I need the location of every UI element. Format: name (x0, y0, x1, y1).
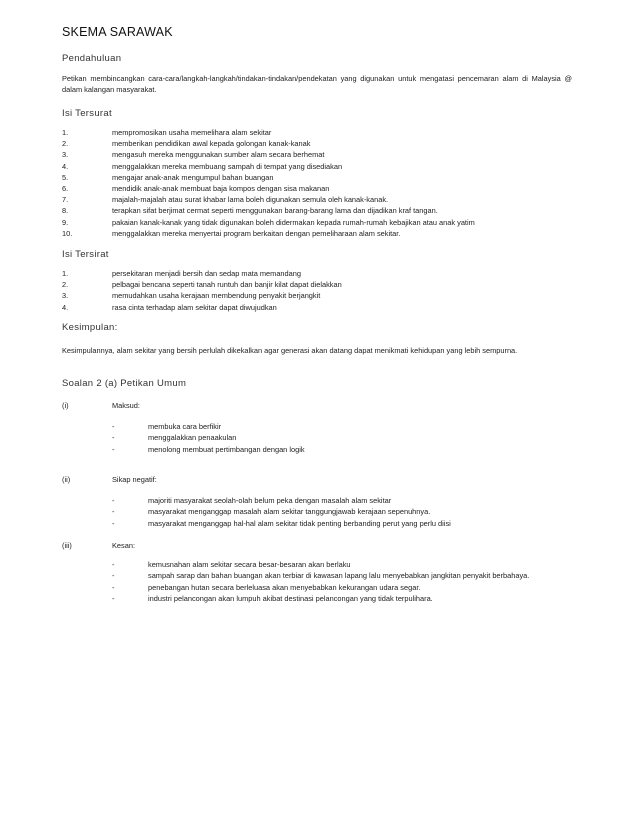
dash-bullet: - (112, 422, 115, 431)
item-text: kemusnahan alam sekitar secara besar-besaran akan berlaku (148, 560, 351, 569)
list-item (112, 559, 582, 570)
item-number: 9. (62, 217, 69, 227)
item-number: 5. (62, 172, 69, 182)
section-ii-row (62, 475, 157, 484)
list-item (62, 290, 582, 301)
item-text: mendidik anak-anak membuat baja kompos dengan sisa makanan (112, 184, 330, 194)
isi-tersirat-list (62, 268, 582, 313)
item-number: 1. (62, 128, 69, 137)
dash-bullet: - (112, 582, 115, 592)
dash-bullet: - (112, 571, 115, 581)
list-item (112, 432, 582, 443)
pendahuluan-heading: Pendahuluan (62, 53, 122, 64)
list-item (62, 183, 582, 194)
list-item (62, 149, 582, 160)
item-number: 4. (62, 302, 69, 312)
item-number: 2. (62, 280, 69, 290)
item-number: 2. (62, 139, 69, 149)
list-item (62, 205, 582, 216)
list-item (112, 570, 582, 581)
item-text: mempromosikan usaha memelihara alam sekitar (112, 128, 272, 137)
item-text: pakaian kanak-kanak yang tidak digunakan boleh didermakan kepada rumah-rumah kebajikan atau anak yatim (112, 217, 475, 227)
section-iii-row (62, 541, 135, 550)
item-number: 3. (62, 150, 69, 160)
list-item (62, 228, 582, 239)
item-text: majalah-majalah atau surat khabar lama boleh digunakan semula oleh kanak-kanak. (112, 195, 389, 205)
kesimpulan-text: Kesimpulannya, alam sekitar yang bersih perlulah dikekalkan agar generasi akan datang dapat menikmati kehidupan yang lebih sempurna. (62, 346, 518, 355)
list-item (62, 127, 582, 138)
item-text: rasa cinta terhadap alam sekitar dapat diwujudkan (112, 302, 277, 312)
list-item (112, 444, 582, 455)
item-number: 7. (62, 195, 69, 205)
list-item (112, 582, 582, 593)
item-text: mengajar anak-anak mengumpul bahan buangan (112, 172, 274, 182)
dash-bullet: - (112, 496, 115, 505)
list-item (62, 161, 582, 172)
list-item (62, 217, 582, 228)
dash-bullet: - (112, 507, 115, 517)
list-item (112, 506, 582, 517)
document-title: SKEMA SARAWAK (62, 25, 173, 39)
kesan-list (112, 559, 582, 604)
list-item (62, 279, 582, 290)
item-text: membuka cara berfikir (148, 422, 222, 431)
list-item (62, 138, 582, 149)
list-item (62, 302, 582, 313)
dash-bullet: - (112, 518, 115, 528)
item-number: 8. (62, 206, 69, 216)
item-text: menggalakkan mereka membuang sampah di tempat yang disediakan (112, 161, 343, 171)
section-label: Maksud: (112, 401, 140, 410)
item-number: 1. (62, 269, 69, 278)
section-number: (i) (62, 401, 69, 410)
section-label: Sikap negatif: (112, 475, 157, 484)
kesimpulan-heading: Kesimpulan: (62, 322, 118, 333)
pendahuluan-text: Petikan membincangkan cara-cara/langkah-langkah/tindakan-tindakan/pendekatan yang digunakan untuk mengatasi pencemaran alam di Malaysia @ dalam kalangan masyarakat. (62, 74, 572, 94)
item-number: 10. (62, 228, 73, 238)
item-number: 3. (62, 291, 69, 301)
item-text: persekitaran menjadi bersih dan sedap mata memandang (112, 269, 301, 278)
dash-bullet: - (112, 560, 115, 569)
list-item (62, 268, 582, 279)
item-text: penebangan hutan secara berleluasa akan menyebabkan kekurangan udara segar. (148, 582, 421, 592)
section-i-row (62, 401, 140, 410)
isi-tersurat-heading: Isi Tersurat (62, 108, 112, 119)
dash-bullet: - (112, 593, 115, 603)
dash-bullet: - (112, 433, 115, 443)
section-number: (iii) (62, 541, 72, 550)
list-item (112, 421, 582, 432)
item-text: memberikan pendidikan awal kepada golongan kanak-kanak (112, 139, 311, 149)
list-item (62, 172, 582, 183)
item-number: 6. (62, 184, 69, 194)
isi-tersirat-heading: Isi Tersirat (62, 249, 109, 260)
maksud-list (112, 421, 582, 455)
item-text: menggalakkan mereka menyertai program berkaitan dengan pemeliharaan alam sekitar. (112, 228, 401, 238)
item-text: memudahkan usaha kerajaan membendung penyakit berjangkit (112, 291, 321, 301)
item-text: masyarakat menganggap hal-hal alam sekitar tidak penting berbanding perut yang perlu diisi (148, 518, 451, 528)
item-text: sampah sarap dan bahan buangan akan terbiar di kawasan lapang lalu menyebabkan jangkitan penyakit berbahaya. (148, 571, 530, 581)
item-text: pelbagai bencana seperti tanah runtuh dan banjir kilat dapat dielakkan (112, 280, 342, 290)
item-text: terapkan sifat berjimat cermat seperti menggunakan barang-barang lama dan dijadikan kraf tangan. (112, 206, 438, 216)
dash-bullet: - (112, 444, 115, 454)
item-text: majoriti masyarakat seolah-olah belum peka dengan masalah alam sekitar (148, 496, 392, 505)
item-text: industri pelancongan akan lumpuh akibat destinasi pelancongan yang tidak terpulihara. (148, 593, 433, 603)
item-text: mengasuh mereka menggunakan sumber alam secara berhemat (112, 150, 325, 160)
section-number: (ii) (62, 475, 71, 484)
list-item (62, 194, 582, 205)
soalan2-heading: Soalan 2 (a) Petikan Umum (62, 378, 187, 389)
section-label: Kesan: (112, 541, 136, 550)
list-item (112, 593, 582, 604)
item-text: menolong membuat pertimbangan dengan logik (148, 444, 305, 454)
isi-tersurat-list (62, 127, 582, 239)
list-item (112, 518, 582, 529)
item-text: menggalakkan penaakulan (148, 433, 237, 443)
sikap-negatif-list (112, 495, 582, 529)
item-number: 4. (62, 161, 69, 171)
list-item (112, 495, 582, 506)
item-text: masyarakat menganggap masalah alam sekitar tanggungjawab kerajaan sepenuhnya. (148, 507, 431, 517)
